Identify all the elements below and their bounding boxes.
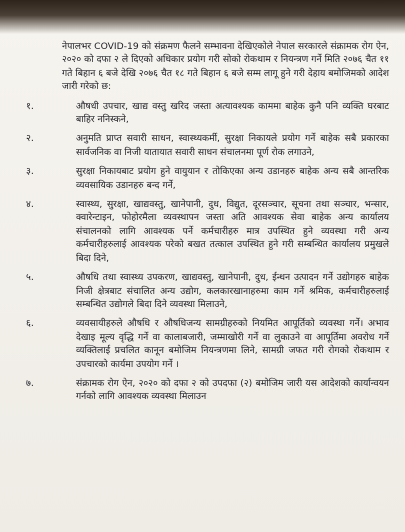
item-text: अनुमति प्राप्त सवारी साधन, स्वास्थ्यकर्मी, सुरक्षा निकायले प्रयोग गर्ने बाहेक सबै प्रकारका सार्वजनिक वा निजी यातायात सवारी साधन संचालनमा पूर्ण रोक लगाउने, [76, 133, 389, 158]
list-item [22, 165, 389, 192]
intro-paragraph: नेपालभर COVID-19 को संक्रमण फैलने सम्भावना देखिएकोले नेपाल सरकारले संक्रामक रोग ऐन, २०२० को दफा २ ले दिएको अधिकार प्रयोग गरी सोको रोकथाम र नियन्त्रण गर्ने मिति २०७६ चैत ११ गते बिहान ६ बजे देखि २०७६ चैत १८ गते बिहान ६ बजे सम्म लागू हुने गरी देहाय बमोजिमको आदेश जारी गरेको छ: [62, 41, 389, 93]
item-text: संक्रामक रोग ऐन, २०२० को दफा २ को उपदफा (२) बमोजिम जारी यस आदेशको कार्यान्वयन गर्नको लागि आवश्यक व्यवस्था मिलाउन [76, 377, 389, 403]
list-item [22, 377, 389, 404]
order-list [22, 100, 389, 404]
item-number: ३. [26, 166, 34, 178]
item-number: २. [26, 133, 34, 145]
item-text: सुरक्षा निकायबाट प्रयोग हुने वायुयान र तोकिएका अन्य उडानहरु बाहेक अन्य सबै आन्तरिक व्यवसायिक उडानहरु बन्द गर्ने, [76, 166, 389, 191]
list-item [22, 317, 389, 371]
list-item [22, 100, 389, 127]
scan-top-shadow [0, 0, 405, 34]
item-text: व्यवसायीहरुले औषधि र औषधिजन्य सामग्रीहरुको नियमित आपूर्तिको व्यवस्था गर्ने। अभाव देखाइ मूल्य वृद्धि गर्ने वा कालाबजारी, जम्माखोरी गर्ने वा लुकाउने वा आपूर्तिमा अवरोध गर्ने व्यक्तिलाई प्रचलित कानून बमोजिम नियन्त्रणमा लिने, सामग्री जफत गरी रोगको रोकथाम र उपचारको कार्यमा उपयोग गर्ने । [76, 318, 389, 370]
item-number: ५. [26, 272, 34, 284]
item-number: ४. [26, 199, 34, 211]
item-text: स्वास्थ्य, सुरक्षा, खाद्यवस्तु, खानेपानी, दुध, विद्युत, दूरसञ्चार, सूचना तथा सञ्चार, भन्सार, क्वारेन्टाइन, फोहोरमैला व्यवस्थापन जस्ता अति आवश्यक सेवा बाहेक अन्य कार्यालय संचालनको लागि आवश्यक पर्ने कर्मचारीहरु मात्र उपस्थित हुने व्यवस्था गरी अन्य कर्मचारीहरुलाई आवश्यक परेको बखत तत्काल उपस्थित हुने गरी सम्बन्धित कार्यालय प्रमुखले बिदा दिने, [76, 199, 389, 264]
list-item [22, 271, 389, 311]
item-number: १. [26, 100, 34, 112]
list-item [22, 132, 389, 159]
item-number: ७. [26, 377, 34, 389]
item-text: औषधि तथा स्वास्थ्य उपकरण, खाद्यवस्तु, खानेपानी, दुध, ईन्धन उत्पादन गर्ने उद्योगहरु बाहेक निजी क्षेत्रबाट संचालित अन्य उद्योग, कलकारखानाहरुमा काम गर्ने श्रमिक, कर्मचारीहरुलाई सम्बन्धित उद्योगले बिदा दिने व्यवस्था मिलाउने, [76, 272, 389, 310]
list-item [22, 198, 389, 265]
item-text: औषधी उपचार, खाद्य वस्तु खरिद जस्ता अत्यावश्यक काममा बाहेक कुनै पनि व्यक्ति घरबाट बाहिर ननिस्कने, [76, 100, 389, 126]
item-number: ६. [26, 318, 34, 330]
